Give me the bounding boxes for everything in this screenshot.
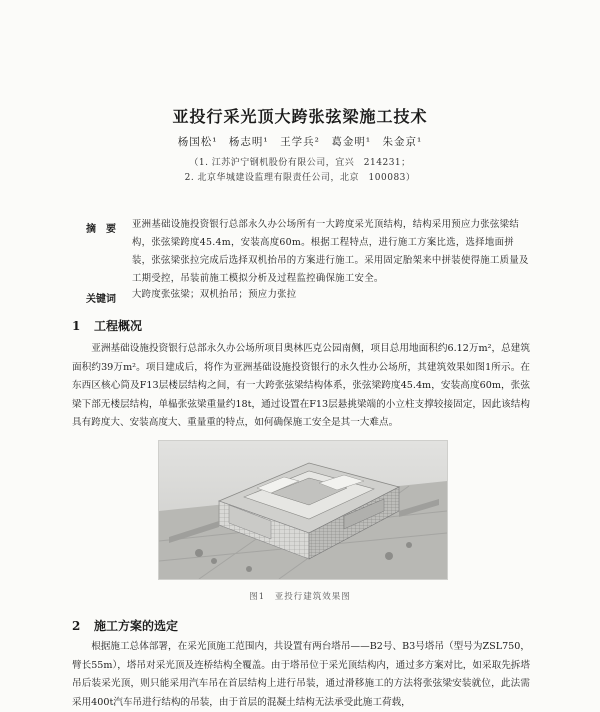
affiliation-2: 2. 北京华城建设监理有限责任公司，北京 100083） [184, 173, 416, 183]
abstract-text: 亚洲基础设施投资银行总部永久办公场所有一大跨度采光顶结构，结构采用预应力张弦梁结构，张弦梁跨度45.4m，安装高度60m。根据工程特点，进行施工方案比选，选择地面拼装，张弦梁张拉完成后选择双机抬吊的方案进行施工。采用固定胎架来中拼装使得施工质量及工期受控，吊装前施工模拟分析及过程监控确保施工安全。 [132, 219, 529, 284]
abstract-label: 摘 要 [86, 224, 116, 235]
affiliation-1: （1. 江苏沪宁钢机股份有限公司，宜兴 214231； [189, 158, 411, 168]
author-list: 杨国松¹ 杨志明¹ 王学兵² 葛金明¹ 朱金京¹ [177, 136, 423, 148]
section-2-number: 2 [72, 619, 81, 633]
building-rendering-figure [158, 440, 448, 580]
figure-1-caption: 图1 亚投行建筑效果图 [249, 592, 351, 602]
section-1-title: 工程概况 [94, 319, 143, 333]
section-1-heading [72, 317, 142, 334]
section-2-paragraph: 根据施工总体部署，在采光顶施工范围内，共设置有两台塔吊——B2号、B3号塔吊（型号为ZSL750，臂长55m），塔吊对采光顶及连桥结构全覆盖。由于塔吊位于采光顶结构内，通过多方案对比，如采取先拆塔吊后装采光顶，则只能采用汽车吊在首层结构上进行吊装，通过滑移施工的方法将张弦梁安装就位，此法需采用400t汽车吊进行结构的吊装，由于首层的混凝土结构无法承受此施工荷载， [72, 641, 530, 708]
keywords-label: 关键词 [86, 294, 116, 305]
section-2-heading [72, 617, 178, 634]
keywords-text: 大跨度张弦梁；双机抬吊；预应力张拉 [132, 289, 297, 300]
building-rendering-image [159, 441, 447, 579]
section-1-number: 1 [72, 319, 81, 333]
paper-title: 亚投行采光顶大跨张弦梁施工技术 [172, 107, 428, 126]
section-2-title: 施工方案的选定 [94, 619, 179, 633]
section-1-paragraph: 亚洲基础设施投资银行总部永久办公场所项目奥林匹克公园南侧，项目总用地面积约6.12万m²，总建筑面积约39万m²。项目建成后，将作为亚洲基础设施投资银行的永久性办公场所，其建筑效果如图1所示。在东西区核心筒及F13层楼层结构之间，有一大跨张弦梁结构体系，张弦梁跨度45.4m，安装高度60m，张弦梁下部无楼层结构，单榀张弦梁重量约18t，通过设置在F13层悬挑梁端的小立柱支撑较接固定，因此该结构具有跨度大、安装高度大、重量重的特点，如何确保施工安全是其一大难点。 [72, 343, 530, 428]
